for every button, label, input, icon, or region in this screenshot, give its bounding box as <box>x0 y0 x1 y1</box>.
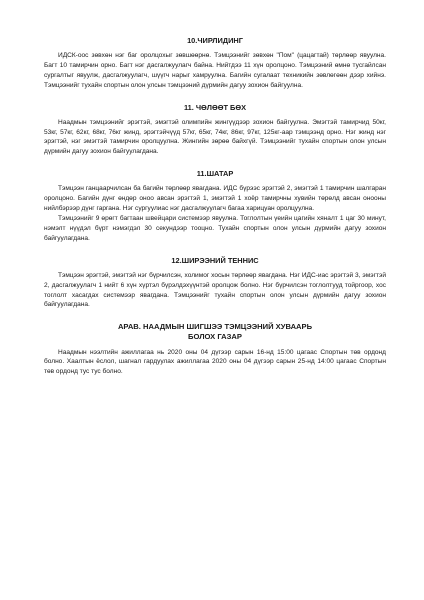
section-cheerleading <box>44 36 386 91</box>
chapter-title-line1: АРАВ. НААДМЫН ШИГШЭЭ ТЭМЦЭЭНИЙ ХУВААРЬ <box>117 322 313 332</box>
section-title: 11.ШАТАР <box>196 169 234 179</box>
section-title: 11. ЧӨЛӨӨТ БӨХ <box>183 102 247 112</box>
section-paragraph: Тэмцээн эрэгтэй, эмэгтэй нэг бүрчилсэн, холимог хосын төрлөөр явагдана. Нэг ИДС-иас эрэгтэй 3, эмэгтэй 2, дасгалжуулагч 1 нийт 6 хүн хүртэл бүрэлдэхүүнтэй оролцож болно. Нэг бүрчилсэн тоглолтууд тойргоор, хос тоглолт хасагдах системээр явагдана. Тэмцээнийг тухайн спортын олон улсын дүрмийн дагуу зохион байгуулагдана. <box>44 271 386 309</box>
section-title: 12.ШИРЭЭНИЙ ТЕННИС <box>171 255 259 265</box>
section-chess <box>44 169 386 243</box>
section-paragraph: ИДСК-оос зөвхөн нэг баг оролцохыг зөвшөөрнө. Тэмцээнийг зөвхөн "Пом" (цацагтай) төрлөөр явуулна. Багт 10 тамирчин орно. Багт нэг дасгалжуулагч байна. Нийтдээ 11 хүн оролцоно. Тэмцээний өмнө тусгайлсан сургалтыг явуулж, дасгалжуулагч, шүүгч нарыг хамруулна. Багийн сугалаат техникийн зөвлөгөөн дээр хийнэ. Тэмцээнийг тухайн спортын олон улсын тэмцээний дүрмийн дагуу зохион байгуулна. <box>44 52 386 89</box>
section-title: 10.ЧИРЛИДИНГ <box>187 36 243 45</box>
section-paragraph: Наадмын тэмцээнийг эрэгтэй, эмэгтэй олимпийн жингүүдээр зохион байгуулна. Эмэгтэй тамирчид 50кг, 53кг, 57кг, 62кг, 68кг, 76кг жинд, эрэгтэйчүүд 57кг, 65кг, 74кг, 86кг, 97кг, 125кг-аар тэмцээнд орно. Нэг жинд нэг эрэгтэй, нэг эмэгтэй тамирчин оролцуулна. Жингийн зөрөө байхгүй. Тэмцээнийг тухайн спортын олон улсын дүрмийн дагуу зохион байгуулагдана. <box>44 118 386 156</box>
section-paragraph: Тэмцээн ганцаарчилсан ба багийн төрлөөр явагдана. ИДС бүрээс эрэгтэй 2, эмэгтэй 1 тамирчин шалгаран оролцоно. Багийн дүнг өндөр оноо авсан эрэгтэй 1, эмэгтэй 1 хоёр тамирчны хувийн төрөлд авсан онооны нийлбэрээр дүнг гаргана. Нэг сургуулиас нэг дасгалжуулагч багаа харицуан оролцуулна. <box>44 185 386 213</box>
section-paragraph: Тэмцээнийг 9 өрөгт багтаан швейцари системээр явуулна. Тоглолтын үеийн цагийн хяналт 1 цаг 30 минут, нэмэлт нүүдэл бүрт нэмэгдэл 30 секундээр тооцно. Тухайн спортын олон улсын дүрмийн дагуу зохион байгуулагдана. <box>44 214 386 242</box>
section-schedule-venue <box>44 322 386 377</box>
section-freestyle-wrestling <box>44 103 386 158</box>
section-paragraph: Наадмын нээлтийн ажиллагаа нь 2020 оны 04 дүгээр сарын 16-нд 15:00 цагаас Спортын төв ордонд болно. Хаалтын ёслол, шагнал гардуулах ажиллагаа 2020 оны 04 дүгээр сарын 25-нд 14:00 цагаас Спортын төв ордонд тус тус болно. <box>44 348 386 376</box>
chapter-title <box>44 322 386 341</box>
section-table-tennis <box>44 256 386 311</box>
chapter-title-line2: БОЛОХ ГАЗАР <box>188 331 242 341</box>
